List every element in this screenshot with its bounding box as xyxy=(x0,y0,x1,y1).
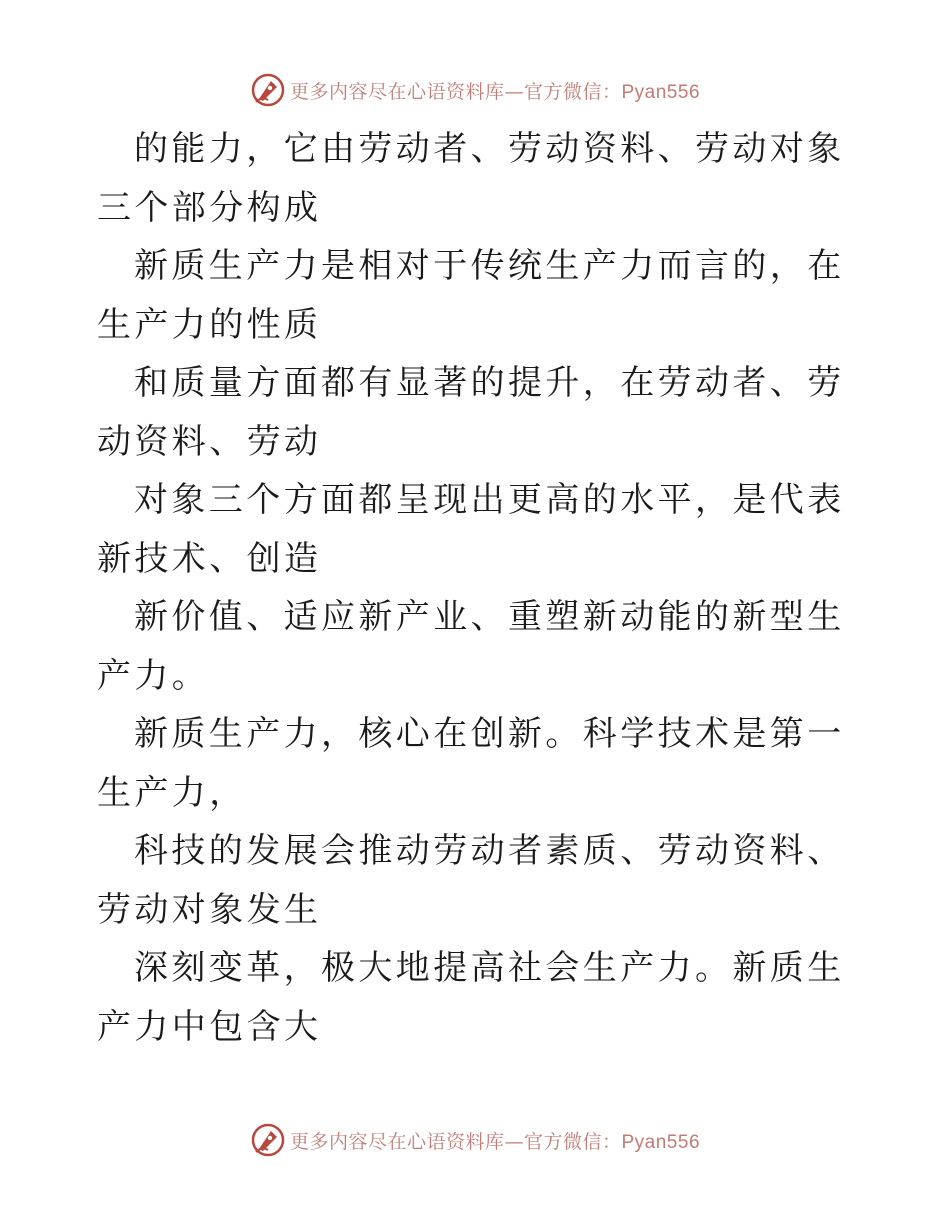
header-banner xyxy=(0,70,950,110)
pen-nib-logo-icon xyxy=(250,1122,286,1158)
paragraph: 科技的发展会推动劳动者素质、劳动资料、劳动对象发生 xyxy=(97,831,845,930)
paragraph: 和质量方面都有显著的提升，在劳动者、劳动资料、劳动 xyxy=(97,363,845,462)
footer-wechat-id: Pyan556 xyxy=(621,1131,701,1153)
footer-banner xyxy=(0,1120,950,1160)
header-banner-text xyxy=(290,77,700,104)
header-banner-prefix: 更多内容尽在心语资料库—官方微信： xyxy=(289,80,622,103)
document-body xyxy=(97,120,853,1056)
footer-banner-prefix: 更多内容尽在心语资料库—官方微信： xyxy=(289,1130,622,1153)
footer-banner-text xyxy=(290,1127,700,1154)
paragraph: 深刻变革，极大地提高社会生产力。新质生产力中包含大 xyxy=(97,948,845,1047)
paragraph: 新质生产力是相对于传统生产力而言的，在生产力的性质 xyxy=(97,246,845,345)
paragraph: 的能力，它由劳动者、劳动资料、劳动对象三个部分构成 xyxy=(97,129,845,228)
pen-nib-logo-icon xyxy=(250,72,286,108)
paragraph: 新质生产力，核心在创新。科学技术是第一生产力， xyxy=(97,714,845,813)
paragraph: 对象三个方面都呈现出更高的水平，是代表新技术、创造 xyxy=(97,480,845,579)
paragraph: 新价值、适应新产业、重塑新动能的新型生产力。 xyxy=(97,597,845,696)
header-wechat-id: Pyan556 xyxy=(621,81,701,103)
